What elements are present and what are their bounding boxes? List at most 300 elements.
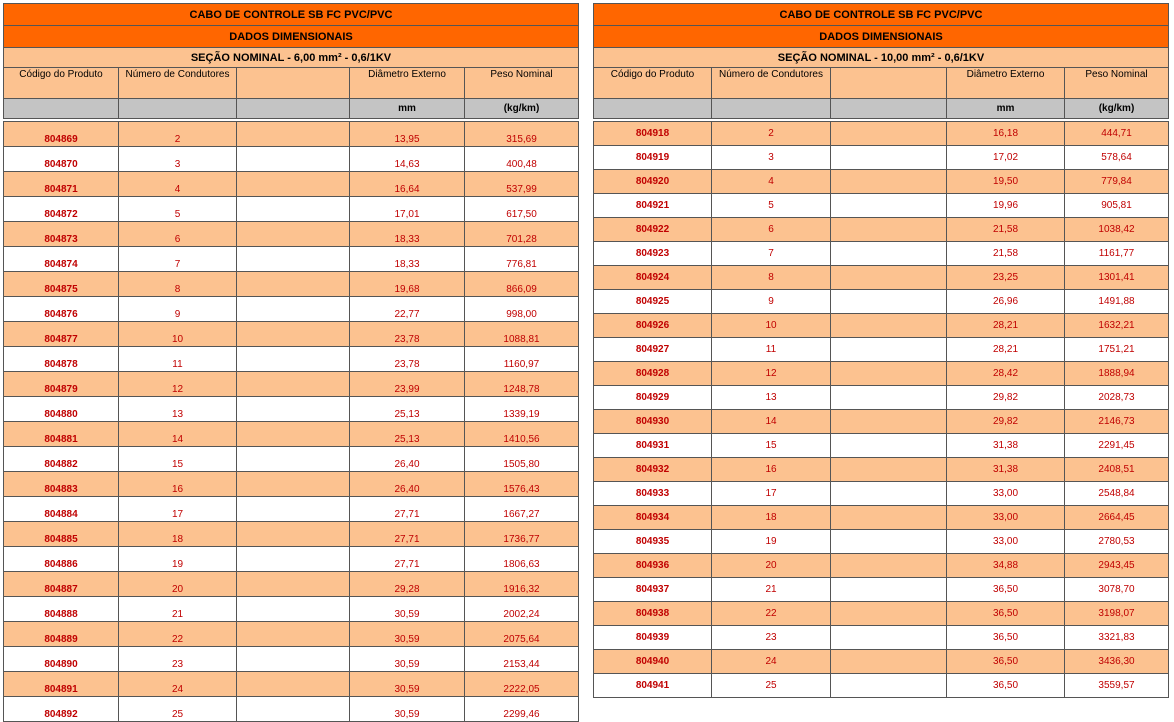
product-code-cell: 804880 [4, 397, 119, 422]
conductor-count-cell: 24 [119, 672, 237, 697]
conductor-count-cell: 19 [712, 530, 831, 554]
product-code-cell: 804882 [4, 447, 119, 472]
nominal-weight-cell: 1491,88 [1065, 290, 1169, 314]
conductor-count-cell: 14 [119, 422, 237, 447]
blank-cell [237, 372, 350, 397]
nominal-weight-cell: 1301,41 [1065, 266, 1169, 290]
blank-cell [831, 458, 947, 482]
outer-diameter-cell: 14,63 [350, 147, 465, 172]
product-code-cell: 804934 [594, 506, 712, 530]
table-row [594, 626, 1169, 650]
conductor-count-cell: 2 [119, 122, 237, 147]
blank-cell [831, 170, 947, 194]
nominal-weight-cell: 3559,57 [1065, 674, 1169, 698]
nominal-weight-cell: 578,64 [1065, 146, 1169, 170]
nominal-weight-cell: 315,69 [465, 122, 579, 147]
nominal-weight-cell: 1410,56 [465, 422, 579, 447]
outer-diameter-cell: 23,78 [350, 322, 465, 347]
outer-diameter-cell: 16,18 [947, 122, 1065, 146]
table-row [594, 602, 1169, 626]
nominal-weight-cell: 1667,27 [465, 497, 579, 522]
right-header-conductors: Número de Condutores [712, 68, 831, 99]
nominal-weight-cell: 2222,05 [465, 672, 579, 697]
outer-diameter-cell: 31,38 [947, 458, 1065, 482]
blank-cell [237, 622, 350, 647]
table-row [4, 497, 579, 522]
blank-cell [237, 522, 350, 547]
nominal-weight-cell: 2291,45 [1065, 434, 1169, 458]
nominal-weight-cell: 2153,44 [465, 647, 579, 672]
table-row [4, 297, 579, 322]
nominal-weight-cell: 444,71 [1065, 122, 1169, 146]
product-code-cell: 804927 [594, 338, 712, 362]
nominal-weight-cell: 1248,78 [465, 372, 579, 397]
product-code-cell: 804924 [594, 266, 712, 290]
right-unit-empty [594, 99, 712, 119]
right-header-blank [831, 68, 947, 99]
nominal-weight-cell: 1632,21 [1065, 314, 1169, 338]
conductor-count-cell: 17 [119, 497, 237, 522]
conductor-count-cell: 24 [712, 650, 831, 674]
nominal-weight-cell: 1161,77 [1065, 242, 1169, 266]
nominal-weight-cell: 2780,53 [1065, 530, 1169, 554]
nominal-weight-cell: 1505,80 [465, 447, 579, 472]
nominal-weight-cell: 2146,73 [1065, 410, 1169, 434]
left-section-label: SEÇÃO NOMINAL - 6,00 mm² - 0,6/1KV [4, 48, 579, 68]
product-code-cell: 804925 [594, 290, 712, 314]
right-unit-diameter: mm [947, 99, 1065, 119]
table-row [594, 122, 1169, 146]
table-row [4, 397, 579, 422]
table-row [594, 386, 1169, 410]
product-code-cell: 804926 [594, 314, 712, 338]
table-row [594, 578, 1169, 602]
outer-diameter-cell: 18,33 [350, 222, 465, 247]
product-code-cell: 804877 [4, 322, 119, 347]
conductor-count-cell: 6 [712, 218, 831, 242]
product-code-cell: 804884 [4, 497, 119, 522]
nominal-weight-cell: 1806,63 [465, 547, 579, 572]
outer-diameter-cell: 28,21 [947, 338, 1065, 362]
conductor-count-cell: 4 [712, 170, 831, 194]
outer-diameter-cell: 21,58 [947, 218, 1065, 242]
blank-cell [831, 530, 947, 554]
conductor-count-cell: 22 [712, 602, 831, 626]
outer-diameter-cell: 27,71 [350, 522, 465, 547]
right-header-weight: Peso Nominal [1065, 68, 1169, 99]
blank-cell [831, 650, 947, 674]
left-unit-diameter: mm [350, 99, 465, 119]
outer-diameter-cell: 21,58 [947, 242, 1065, 266]
nominal-weight-cell: 3436,30 [1065, 650, 1169, 674]
conductor-count-cell: 21 [712, 578, 831, 602]
conductor-count-cell: 10 [712, 314, 831, 338]
blank-cell [237, 222, 350, 247]
product-code-cell: 804921 [594, 194, 712, 218]
right-unit-weight: (kg/km) [1065, 99, 1169, 119]
table-row [4, 697, 579, 722]
product-code-cell: 804935 [594, 530, 712, 554]
blank-cell [831, 242, 947, 266]
table-row [4, 647, 579, 672]
right-spec-table [593, 3, 1169, 698]
blank-cell [831, 218, 947, 242]
table-row [4, 672, 579, 697]
conductor-count-cell: 5 [119, 197, 237, 222]
outer-diameter-cell: 28,42 [947, 362, 1065, 386]
table-row [4, 272, 579, 297]
outer-diameter-cell: 13,95 [350, 122, 465, 147]
outer-diameter-cell: 27,71 [350, 547, 465, 572]
blank-cell [831, 554, 947, 578]
outer-diameter-cell: 34,88 [947, 554, 1065, 578]
nominal-weight-cell: 776,81 [465, 247, 579, 272]
outer-diameter-cell: 19,68 [350, 272, 465, 297]
table-row [594, 506, 1169, 530]
table-row [594, 434, 1169, 458]
conductor-count-cell: 23 [712, 626, 831, 650]
blank-cell [237, 472, 350, 497]
outer-diameter-cell: 26,96 [947, 290, 1065, 314]
nominal-weight-cell: 2028,73 [1065, 386, 1169, 410]
outer-diameter-cell: 17,02 [947, 146, 1065, 170]
conductor-count-cell: 10 [119, 322, 237, 347]
conductor-count-cell: 15 [119, 447, 237, 472]
conductor-count-cell: 8 [119, 272, 237, 297]
product-code-cell: 804923 [594, 242, 712, 266]
conductor-count-cell: 14 [712, 410, 831, 434]
conductor-count-cell: 2 [712, 122, 831, 146]
product-code-cell: 804890 [4, 647, 119, 672]
table-row [594, 410, 1169, 434]
product-code-cell: 804878 [4, 347, 119, 372]
left-table-body [4, 4, 579, 722]
nominal-weight-cell: 2548,84 [1065, 482, 1169, 506]
nominal-weight-cell: 998,00 [465, 297, 579, 322]
blank-cell [237, 122, 350, 147]
table-row [594, 650, 1169, 674]
conductor-count-cell: 11 [119, 347, 237, 372]
product-code-cell: 804939 [594, 626, 712, 650]
blank-cell [831, 674, 947, 698]
table-row [4, 597, 579, 622]
table-row [4, 572, 579, 597]
conductor-count-cell: 18 [712, 506, 831, 530]
table-row [4, 422, 579, 447]
blank-cell [237, 247, 350, 272]
nominal-weight-cell: 2002,24 [465, 597, 579, 622]
nominal-weight-cell: 1736,77 [465, 522, 579, 547]
outer-diameter-cell: 36,50 [947, 578, 1065, 602]
product-code-cell: 804886 [4, 547, 119, 572]
product-code-cell: 804931 [594, 434, 712, 458]
left-table-subtitle: DADOS DIMENSIONAIS [4, 26, 579, 48]
left-header-conductors: Número de Condutores [119, 68, 237, 99]
blank-cell [237, 547, 350, 572]
nominal-weight-cell: 905,81 [1065, 194, 1169, 218]
outer-diameter-cell: 17,01 [350, 197, 465, 222]
product-code-cell: 804930 [594, 410, 712, 434]
product-code-cell: 804922 [594, 218, 712, 242]
product-code-cell: 804928 [594, 362, 712, 386]
conductor-count-cell: 8 [712, 266, 831, 290]
blank-cell [237, 597, 350, 622]
outer-diameter-cell: 27,71 [350, 497, 465, 522]
table-row [594, 170, 1169, 194]
table-row [4, 372, 579, 397]
right-table-subtitle: DADOS DIMENSIONAIS [594, 26, 1169, 48]
conductor-count-cell: 12 [712, 362, 831, 386]
left-header-weight: Peso Nominal [465, 68, 579, 99]
blank-cell [237, 572, 350, 597]
blank-cell [237, 672, 350, 697]
table-row [594, 458, 1169, 482]
blank-cell [237, 497, 350, 522]
blank-cell [831, 602, 947, 626]
outer-diameter-cell: 30,59 [350, 647, 465, 672]
blank-cell [831, 338, 947, 362]
conductor-count-cell: 6 [119, 222, 237, 247]
nominal-weight-cell: 3321,83 [1065, 626, 1169, 650]
table-row [594, 146, 1169, 170]
blank-cell [831, 122, 947, 146]
product-code-cell: 804936 [594, 554, 712, 578]
outer-diameter-cell: 36,50 [947, 626, 1065, 650]
table-row [4, 197, 579, 222]
table-row [594, 290, 1169, 314]
nominal-weight-cell: 701,28 [465, 222, 579, 247]
conductor-count-cell: 20 [119, 572, 237, 597]
product-code-cell: 804940 [594, 650, 712, 674]
right-header-diameter: Diâmetro Externo [947, 68, 1065, 99]
table-row [4, 322, 579, 347]
left-header-blank [237, 68, 350, 99]
outer-diameter-cell: 36,50 [947, 674, 1065, 698]
conductor-count-cell: 13 [119, 397, 237, 422]
conductor-count-cell: 19 [119, 547, 237, 572]
table-row [4, 447, 579, 472]
product-code-cell: 804889 [4, 622, 119, 647]
product-code-cell: 804885 [4, 522, 119, 547]
outer-diameter-cell: 29,28 [350, 572, 465, 597]
conductor-count-cell: 7 [119, 247, 237, 272]
conductor-count-cell: 3 [712, 146, 831, 170]
product-code-cell: 804933 [594, 482, 712, 506]
product-code-cell: 804873 [4, 222, 119, 247]
outer-diameter-cell: 29,82 [947, 386, 1065, 410]
table-row [594, 266, 1169, 290]
product-code-cell: 804874 [4, 247, 119, 272]
blank-cell [237, 347, 350, 372]
left-unit-empty [119, 99, 237, 119]
table-row [4, 122, 579, 147]
blank-cell [237, 397, 350, 422]
blank-cell [237, 422, 350, 447]
blank-cell [831, 266, 947, 290]
table-row [4, 547, 579, 572]
table-row [4, 247, 579, 272]
left-spec-table [3, 3, 579, 722]
nominal-weight-cell: 1751,21 [1065, 338, 1169, 362]
table-row [4, 347, 579, 372]
outer-diameter-cell: 33,00 [947, 506, 1065, 530]
table-row [594, 362, 1169, 386]
table-row [4, 172, 579, 197]
table-row [4, 147, 579, 172]
conductor-count-cell: 11 [712, 338, 831, 362]
conductor-count-cell: 9 [712, 290, 831, 314]
product-code-cell: 804938 [594, 602, 712, 626]
conductor-count-cell: 25 [712, 674, 831, 698]
nominal-weight-cell: 2075,64 [465, 622, 579, 647]
outer-diameter-cell: 26,40 [350, 447, 465, 472]
conductor-count-cell: 5 [712, 194, 831, 218]
blank-cell [237, 322, 350, 347]
product-code-cell: 804876 [4, 297, 119, 322]
left-unit-empty [237, 99, 350, 119]
table-row [594, 338, 1169, 362]
product-code-cell: 804869 [4, 122, 119, 147]
product-code-cell: 804881 [4, 422, 119, 447]
nominal-weight-cell: 2299,46 [465, 697, 579, 722]
outer-diameter-cell: 25,13 [350, 397, 465, 422]
right-unit-empty [712, 99, 831, 119]
product-code-cell: 804929 [594, 386, 712, 410]
outer-diameter-cell: 23,25 [947, 266, 1065, 290]
conductor-count-cell: 13 [712, 386, 831, 410]
table-row [594, 314, 1169, 338]
table-row [594, 530, 1169, 554]
right-section-label: SEÇÃO NOMINAL - 10,00 mm² - 0,6/1KV [594, 48, 1169, 68]
table-row [4, 472, 579, 497]
product-code-cell: 804920 [594, 170, 712, 194]
outer-diameter-cell: 30,59 [350, 697, 465, 722]
nominal-weight-cell: 1088,81 [465, 322, 579, 347]
outer-diameter-cell: 36,50 [947, 650, 1065, 674]
conductor-count-cell: 23 [119, 647, 237, 672]
outer-diameter-cell: 33,00 [947, 530, 1065, 554]
nominal-weight-cell: 1038,42 [1065, 218, 1169, 242]
product-code-cell: 804883 [4, 472, 119, 497]
nominal-weight-cell: 3078,70 [1065, 578, 1169, 602]
right-header-code: Código do Produto [594, 68, 712, 99]
conductor-count-cell: 17 [712, 482, 831, 506]
product-code-cell: 804932 [594, 458, 712, 482]
table-row [4, 622, 579, 647]
product-code-cell: 804941 [594, 674, 712, 698]
conductor-count-cell: 9 [119, 297, 237, 322]
blank-cell [831, 434, 947, 458]
outer-diameter-cell: 16,64 [350, 172, 465, 197]
conductor-count-cell: 15 [712, 434, 831, 458]
nominal-weight-cell: 537,99 [465, 172, 579, 197]
nominal-weight-cell: 400,48 [465, 147, 579, 172]
conductor-count-cell: 3 [119, 147, 237, 172]
blank-cell [237, 647, 350, 672]
blank-cell [237, 197, 350, 222]
conductor-count-cell: 16 [119, 472, 237, 497]
nominal-weight-cell: 3198,07 [1065, 602, 1169, 626]
blank-cell [831, 410, 947, 434]
nominal-weight-cell: 617,50 [465, 197, 579, 222]
left-unit-weight: (kg/km) [465, 99, 579, 119]
table-row [594, 218, 1169, 242]
outer-diameter-cell: 30,59 [350, 622, 465, 647]
table-row [4, 522, 579, 547]
left-header-diameter: Diâmetro Externo [350, 68, 465, 99]
blank-cell [237, 272, 350, 297]
table-row [594, 674, 1169, 698]
product-code-cell: 804887 [4, 572, 119, 597]
nominal-weight-cell: 1916,32 [465, 572, 579, 597]
nominal-weight-cell: 1576,43 [465, 472, 579, 497]
left-table-title: CABO DE CONTROLE SB FC PVC/PVC [4, 4, 579, 26]
blank-cell [831, 578, 947, 602]
product-code-cell: 804872 [4, 197, 119, 222]
blank-cell [831, 290, 947, 314]
blank-cell [831, 386, 947, 410]
blank-cell [831, 626, 947, 650]
nominal-weight-cell: 1160,97 [465, 347, 579, 372]
product-code-cell: 804892 [4, 697, 119, 722]
right-unit-empty [831, 99, 947, 119]
outer-diameter-cell: 28,21 [947, 314, 1065, 338]
table-row [594, 194, 1169, 218]
conductor-count-cell: 25 [119, 697, 237, 722]
table-row [594, 482, 1169, 506]
conductor-count-cell: 22 [119, 622, 237, 647]
product-code-cell: 804937 [594, 578, 712, 602]
conductor-count-cell: 4 [119, 172, 237, 197]
nominal-weight-cell: 2408,51 [1065, 458, 1169, 482]
blank-cell [831, 506, 947, 530]
outer-diameter-cell: 30,59 [350, 597, 465, 622]
table-row [594, 554, 1169, 578]
product-code-cell: 804870 [4, 147, 119, 172]
outer-diameter-cell: 23,99 [350, 372, 465, 397]
blank-cell [237, 297, 350, 322]
blank-cell [237, 447, 350, 472]
blank-cell [831, 194, 947, 218]
nominal-weight-cell: 1339,19 [465, 397, 579, 422]
outer-diameter-cell: 22,77 [350, 297, 465, 322]
nominal-weight-cell: 1888,94 [1065, 362, 1169, 386]
table-row [594, 242, 1169, 266]
left-unit-empty [4, 99, 119, 119]
outer-diameter-cell: 36,50 [947, 602, 1065, 626]
conductor-count-cell: 21 [119, 597, 237, 622]
outer-diameter-cell: 18,33 [350, 247, 465, 272]
outer-diameter-cell: 29,82 [947, 410, 1065, 434]
product-code-cell: 804919 [594, 146, 712, 170]
product-code-cell: 804879 [4, 372, 119, 397]
outer-diameter-cell: 23,78 [350, 347, 465, 372]
conductor-count-cell: 12 [119, 372, 237, 397]
conductor-count-cell: 7 [712, 242, 831, 266]
outer-diameter-cell: 31,38 [947, 434, 1065, 458]
blank-cell [831, 482, 947, 506]
product-code-cell: 804888 [4, 597, 119, 622]
outer-diameter-cell: 19,50 [947, 170, 1065, 194]
blank-cell [237, 697, 350, 722]
blank-cell [831, 314, 947, 338]
outer-diameter-cell: 30,59 [350, 672, 465, 697]
conductor-count-cell: 18 [119, 522, 237, 547]
product-code-cell: 804891 [4, 672, 119, 697]
conductor-count-cell: 16 [712, 458, 831, 482]
blank-cell [237, 172, 350, 197]
outer-diameter-cell: 33,00 [947, 482, 1065, 506]
